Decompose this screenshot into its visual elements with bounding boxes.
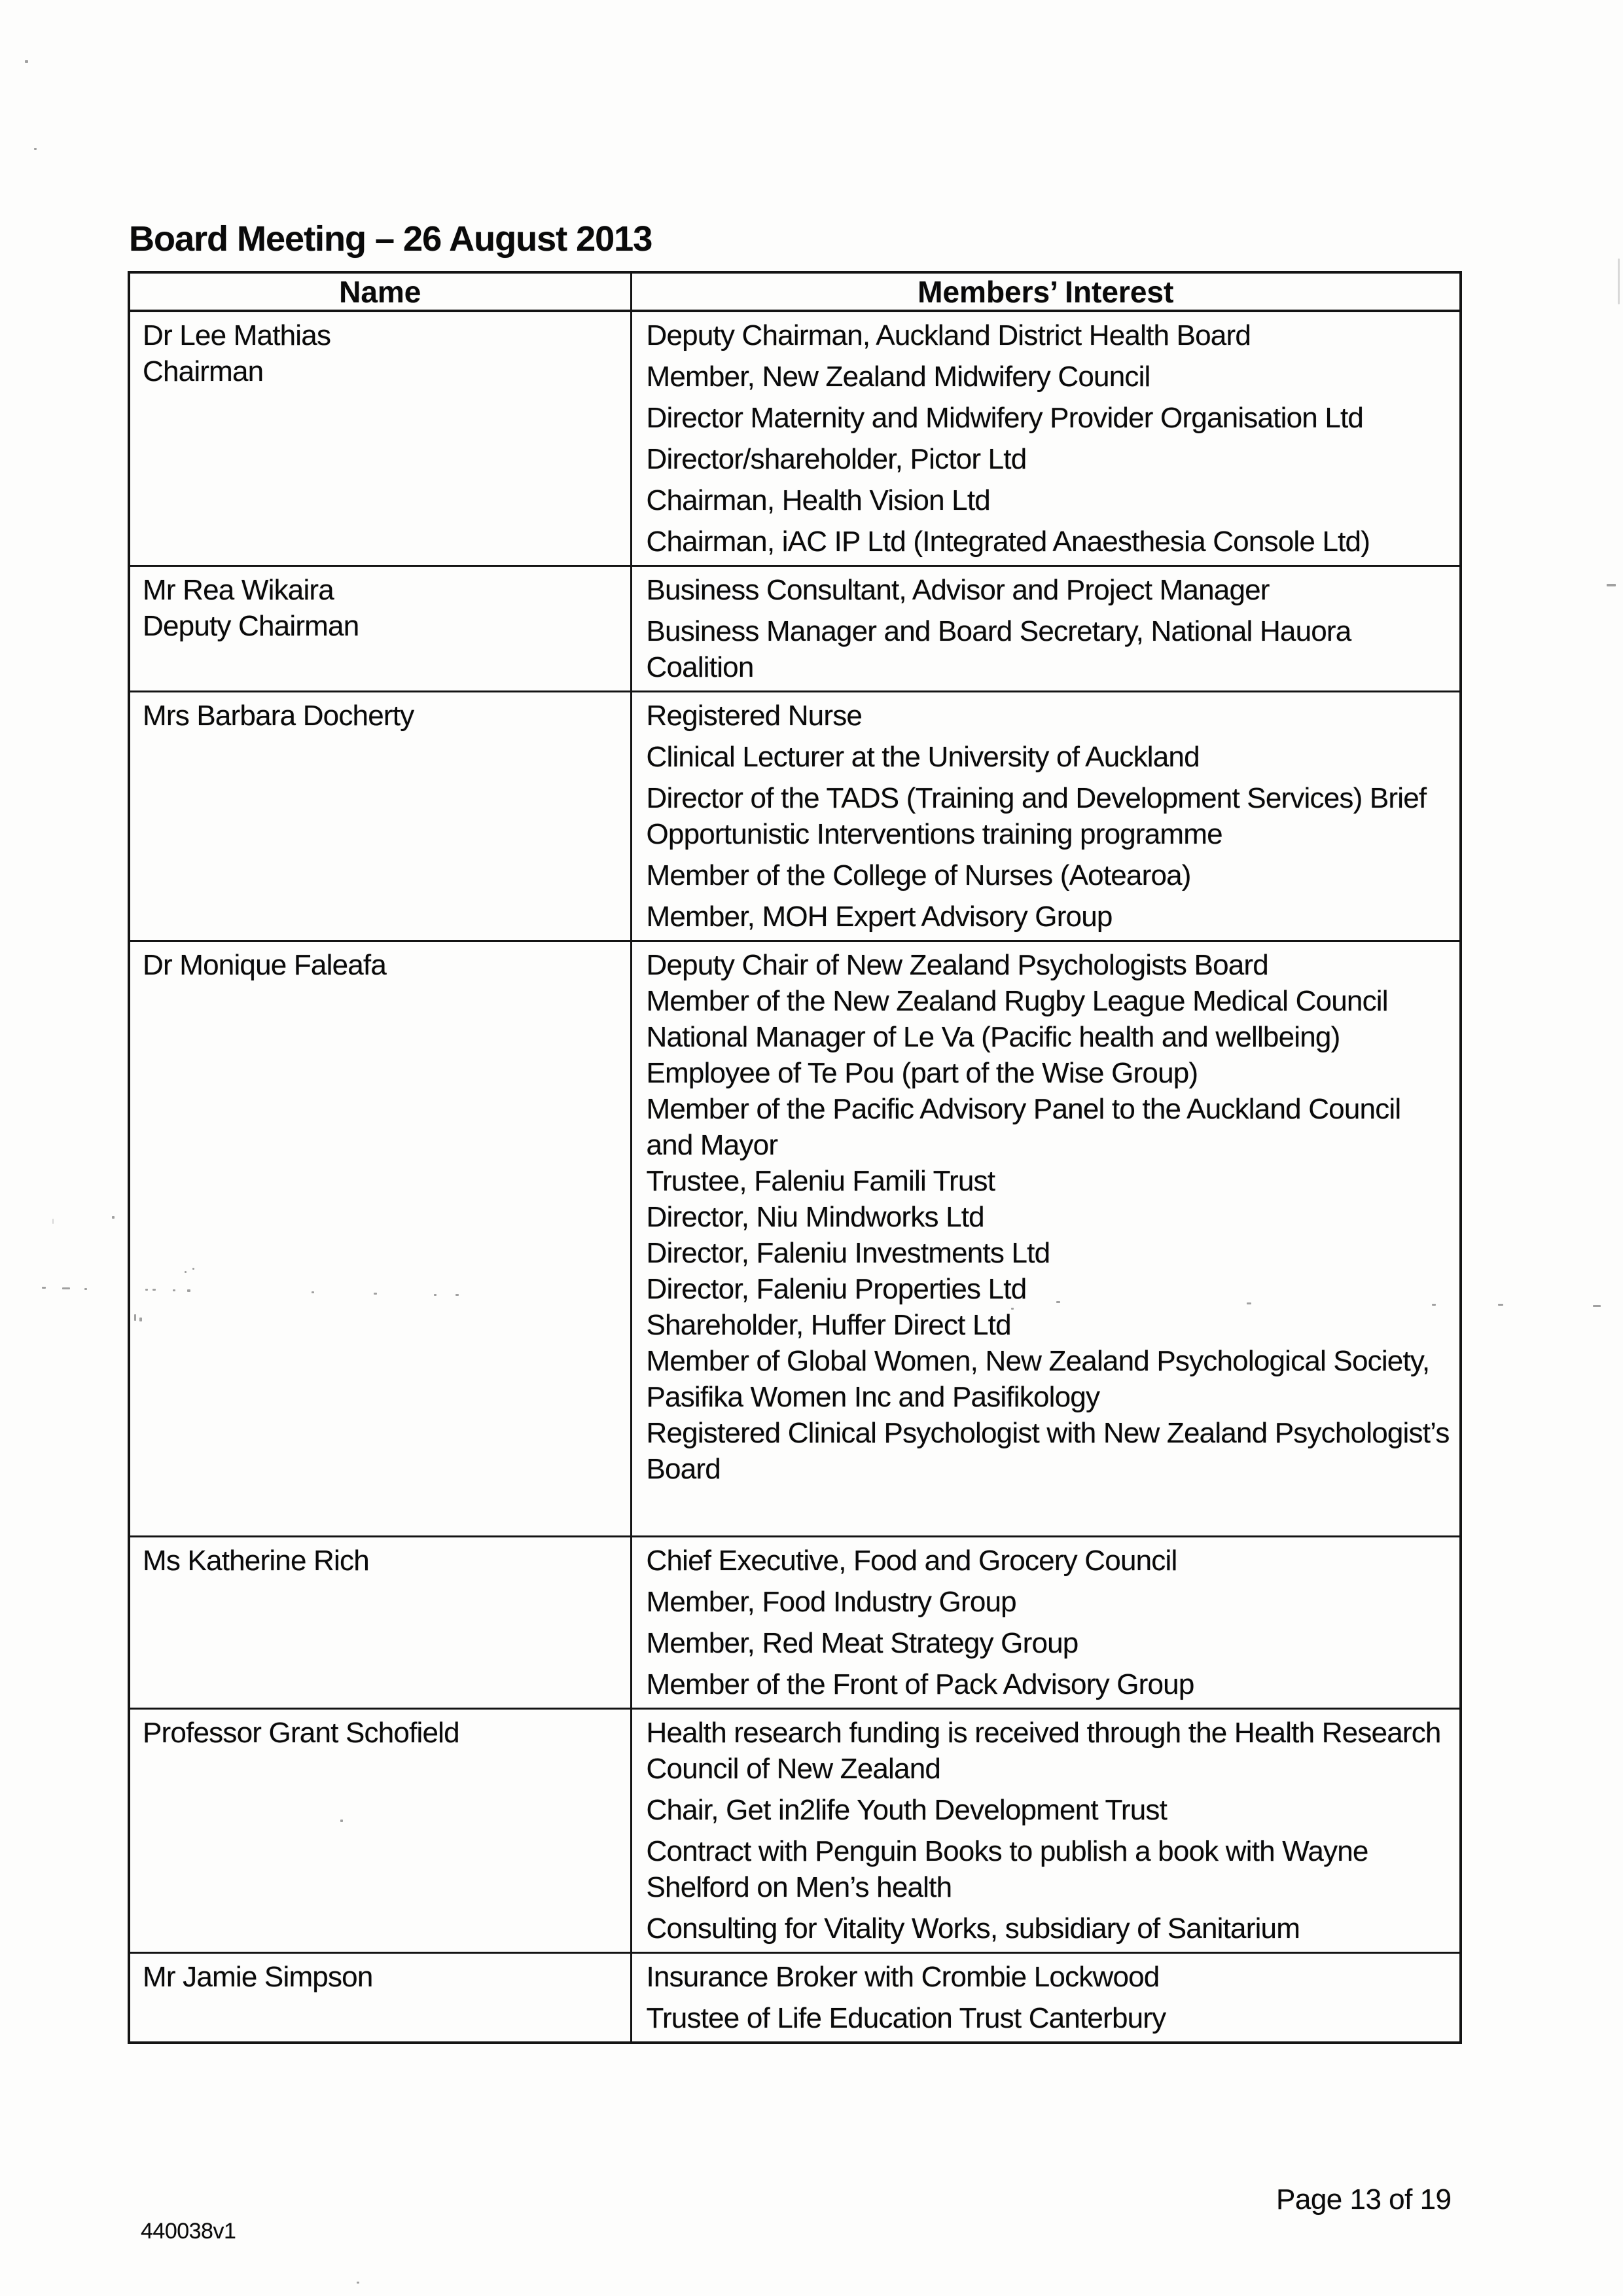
scan-artifact (84, 1288, 87, 1290)
scan-artifact (42, 1287, 46, 1289)
interest-item: Employee of Te Pou (part of the Wise Group) (646, 1057, 1198, 1089)
member-role: Deputy Chairman (143, 610, 359, 642)
table-row (129, 1537, 1461, 1709)
member-interest-cell (631, 566, 1461, 692)
member-name-cell (129, 941, 631, 1537)
member-name-cell (129, 1709, 631, 1953)
scan-artifact (187, 1289, 190, 1292)
interest-item: Member, Red Meat Strategy Group (646, 1627, 1079, 1659)
doc-reference: 440038v1 (141, 2219, 236, 2244)
scan-artifact (152, 1289, 156, 1291)
member-name: Professor Grant Schofield (143, 1717, 459, 1749)
table-header-interest: Members’ Interest (631, 272, 1461, 311)
member-interest-cell (631, 311, 1461, 566)
interest-item: Chair, Get in2life Youth Development Trust (646, 1794, 1168, 1826)
member-name: Mr Jamie Simpson (143, 1961, 373, 1993)
member-name: Dr Monique Faleafa (143, 949, 387, 981)
interest-item: Clinical Lecturer at the University of Auckland (646, 741, 1200, 773)
interest-item: Member, New Zealand Midwifery Council (646, 361, 1150, 393)
scan-artifact (1593, 1305, 1601, 1307)
interest-item: Member of the Pacific Advisory Panel to the Auckland Council and Mayor (646, 1093, 1401, 1161)
scan-artifact (1607, 584, 1616, 586)
scan-artifact (52, 1219, 54, 1224)
scan-artifact (25, 60, 28, 63)
scan-artifact (1618, 259, 1620, 304)
interest-item: Member of Global Women, New Zealand Psychological Society, Pasifika Women Inc and Pasifikology (646, 1345, 1430, 1413)
table-row (129, 566, 1461, 692)
interest-item: Insurance Broker with Crombie Lockwood (646, 1961, 1160, 1993)
members-interest-table (128, 271, 1462, 2044)
interest-item: Member, MOH Expert Advisory Group (646, 901, 1113, 933)
scan-artifact (455, 1294, 459, 1296)
scan-artifact (1498, 1304, 1503, 1306)
interest-item: Trustee of Life Education Trust Canterbury (646, 2002, 1166, 2034)
scan-artifact (185, 1271, 187, 1273)
table-row (129, 1709, 1461, 1953)
interest-item: Deputy Chair of New Zealand Psychologists Board (646, 949, 1268, 981)
table-row (129, 1953, 1461, 2043)
member-name-cell (129, 692, 631, 941)
scan-artifact (134, 1314, 136, 1321)
member-name-cell (129, 566, 631, 692)
scan-artifact (173, 1289, 175, 1291)
interest-item: Director of the TADS (Training and Development Services) Brief Opportunistic Interventions training programme (646, 782, 1427, 850)
scan-artifact (374, 1293, 377, 1295)
scan-artifact (1432, 1304, 1436, 1306)
interest-item: Chairman, Health Vision Ltd (646, 484, 990, 516)
scan-artifact (34, 148, 37, 150)
member-name: Ms Katherine Rich (143, 1545, 369, 1577)
member-name-cell (129, 311, 631, 566)
member-interest-cell (631, 1953, 1461, 2043)
table-header-name: Name (129, 272, 631, 311)
interest-item: Member of the Front of Pack Advisory Group (646, 1668, 1194, 1700)
scan-artifact (62, 1287, 70, 1289)
scan-artifact (112, 1216, 115, 1219)
interest-item: Trustee, Faleniu Famili Trust (646, 1165, 995, 1197)
scan-artifact (340, 1820, 343, 1822)
table-row (129, 692, 1461, 941)
interest-item: Chief Executive, Food and Grocery Council (646, 1545, 1177, 1577)
interest-item: Member of the College of Nurses (Aotearoa) (646, 859, 1191, 891)
scan-artifact (1011, 1308, 1014, 1310)
member-interest-cell (631, 1537, 1461, 1709)
scan-artifact (192, 1268, 194, 1270)
interest-item: Member of the New Zealand Rugby League Medical Council (646, 985, 1388, 1017)
scan-artifact (1247, 1302, 1251, 1304)
interest-item: Registered Nurse (646, 700, 863, 732)
interest-item: Business Manager and Board Secretary, National Hauora Coalition (646, 615, 1351, 683)
interest-item: Registered Clinical Psychologist with New Zealand Psychologist’s Board (646, 1417, 1450, 1485)
member-name-cell (129, 1537, 631, 1709)
member-name: Mrs Barbara Docherty (143, 700, 414, 732)
interest-item: Business Consultant, Advisor and Project Manager (646, 574, 1270, 606)
member-name-cell (129, 1953, 631, 2043)
scan-artifact (357, 2282, 359, 2284)
interest-item: Chairman, iAC IP Ltd (Integrated Anaesthesia Console Ltd) (646, 526, 1370, 558)
interest-item: Health research funding is received through the Health Research Council of New Zealand (646, 1717, 1441, 1785)
table-row (129, 311, 1461, 566)
table-header-row (129, 272, 1461, 311)
member-name: Dr Lee Mathias (143, 319, 331, 351)
interest-item: National Manager of Le Va (Pacific health and wellbeing) (646, 1021, 1340, 1053)
member-interest-cell (631, 1709, 1461, 1953)
interest-item: Director, Faleniu Properties Ltd (646, 1273, 1027, 1305)
member-interest-cell (631, 941, 1461, 1537)
table-row (129, 941, 1461, 1537)
interest-item: Deputy Chairman, Auckland District Health Board (646, 319, 1251, 351)
interest-item: Contract with Penguin Books to publish a book with Wayne Shelford on Men’s health (646, 1835, 1368, 1903)
page-number: Page 13 of 19 (1276, 2183, 1452, 2215)
interest-item: Director/shareholder, Pictor Ltd (646, 443, 1027, 475)
scan-artifact (139, 1318, 142, 1321)
member-interest-cell (631, 692, 1461, 941)
scan-artifact (1056, 1301, 1060, 1303)
member-role: Chairman (143, 355, 264, 387)
interest-item: Director, Faleniu Investments Ltd (646, 1237, 1050, 1269)
scan-artifact (312, 1291, 314, 1293)
interest-item: Member, Food Industry Group (646, 1586, 1016, 1618)
interest-item: Consulting for Vitality Works, subsidiary of Sanitarium (646, 1912, 1300, 1945)
member-name: Mr Rea Wikaira (143, 574, 334, 606)
scan-artifact (434, 1294, 437, 1296)
interest-item: Shareholder, Huffer Direct Ltd (646, 1309, 1011, 1341)
interest-item: Director Maternity and Midwifery Provider Organisation Ltd (646, 402, 1364, 434)
scan-artifact (145, 1289, 148, 1291)
page-title: Board Meeting – 26 August 2013 (129, 219, 652, 259)
interest-item: Director, Niu Mindworks Ltd (646, 1201, 984, 1233)
